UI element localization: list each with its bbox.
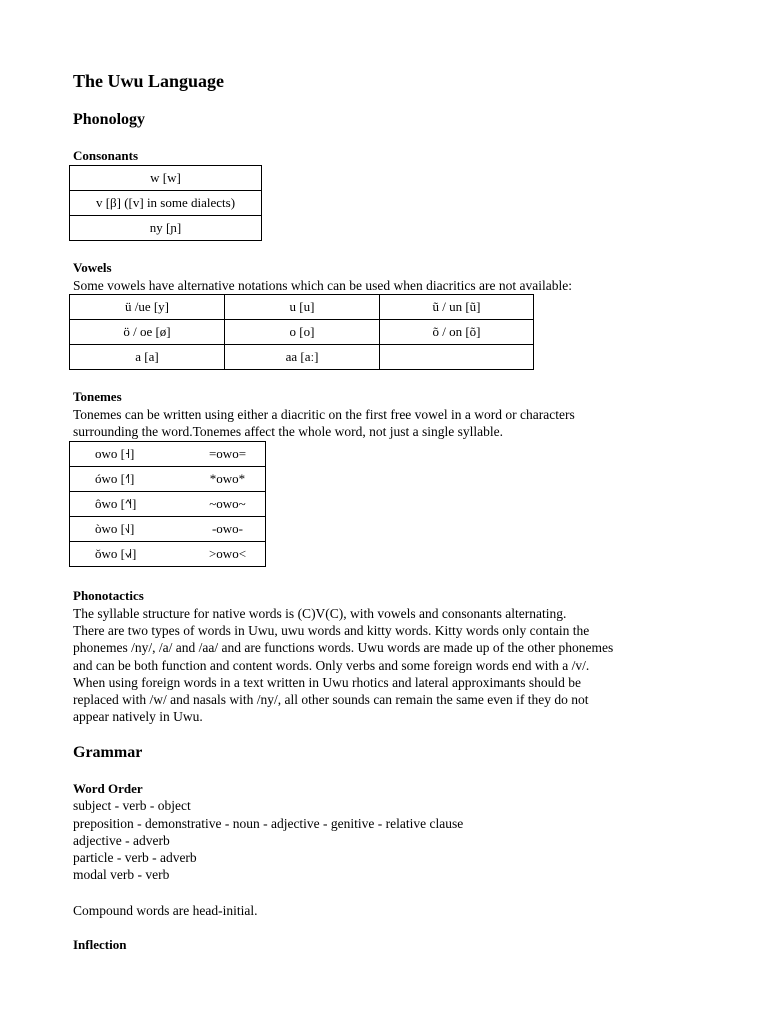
- table-cell: ü /ue [y]: [70, 295, 225, 320]
- toneme-characters: >owo<: [190, 542, 266, 567]
- phonotactics-line-3: phonemes /ny/, /a/ and /aa/ and are functions words. Uwu words are made up of the other phonemes: [73, 640, 614, 655]
- table-cell: [380, 345, 534, 370]
- toneme-characters: *owo*: [190, 467, 266, 492]
- tonemes-table: [69, 441, 266, 567]
- toneme-diacritic: owo [˧]: [69, 441, 190, 467]
- table-row: [69, 492, 266, 517]
- table-row: [69, 542, 266, 567]
- phonology-heading: Phonology: [73, 111, 146, 128]
- table-cell: ö / oe [ø]: [70, 320, 225, 345]
- table-cell: u [u]: [225, 295, 380, 320]
- table-cell: v [β] ([v] in some dialects): [70, 191, 262, 216]
- table-row: [70, 191, 262, 216]
- consonants-heading: Consonants: [73, 148, 139, 163]
- phonotactics-line-5: When using foreign words in a text written in Uwu rhotics and lateral approximants should be: [73, 675, 582, 690]
- toneme-diacritic: ówo [˧˥]: [69, 467, 190, 492]
- toneme-diacritic: ôwo [˧˥˧]: [69, 492, 190, 517]
- table-row: [69, 517, 266, 542]
- phonotactics-line-4: and can be both function and content words. Only verbs and some foreign words end with a /v/.: [73, 658, 590, 673]
- document-title: The Uwu Language: [73, 71, 225, 91]
- table-row: [70, 320, 534, 345]
- word-order-line-5: modal verb - verb: [73, 867, 170, 882]
- phonotactics-line-6: replaced with /w/ and nasals with /ny/, all other sounds can remain the same even if they do not: [73, 692, 589, 707]
- phonotactics-line-7: appear natively in Uwu.: [73, 709, 203, 724]
- table-row: [69, 467, 266, 492]
- table-cell: o [o]: [225, 320, 380, 345]
- word-order-heading: Word Order: [73, 781, 143, 796]
- tonemes-intro-line-1: Tonemes can be written using either a diacritic on the first free vowel in a word or characters: [73, 407, 575, 422]
- vowels-table: [69, 294, 534, 370]
- table-row: [70, 295, 534, 320]
- table-cell: aa [aː]: [225, 345, 380, 370]
- table-cell: w [w]: [70, 166, 262, 191]
- toneme-characters: ~owo~: [190, 492, 266, 517]
- inflection-heading: Inflection: [73, 937, 127, 952]
- table-cell: ũ / un [ũ]: [380, 295, 534, 320]
- tonemes-intro-line-2: surrounding the word.Tonemes affect the whole word, not just a single syllable.: [73, 424, 503, 439]
- word-order-line-3: adjective - adverb: [73, 833, 170, 848]
- word-order-line-4: particle - verb - adverb: [73, 850, 197, 865]
- table-row: [70, 166, 262, 191]
- table-cell: õ / on [õ]: [380, 320, 534, 345]
- compound-note: Compound words are head-initial.: [73, 903, 258, 918]
- table-row: [69, 441, 266, 467]
- word-order-line-1: subject - verb - object: [73, 798, 191, 813]
- phonotactics-line-1: The syllable structure for native words is (C)V(C), with vowels and consonants alternating.: [73, 606, 567, 621]
- table-row: [70, 216, 262, 241]
- phonotactics-heading: Phonotactics: [73, 588, 144, 603]
- toneme-characters: -owo-: [190, 517, 266, 542]
- toneme-diacritic: ǒwo [˧˩˧]: [69, 542, 190, 567]
- tonemes-heading: Tonemes: [73, 389, 122, 404]
- table-cell: a [a]: [70, 345, 225, 370]
- grammar-heading: Grammar: [73, 744, 143, 761]
- toneme-characters: =owo=: [190, 441, 266, 467]
- toneme-diacritic: òwo [˧˩]: [69, 517, 190, 542]
- word-order-line-2: preposition - demonstrative - noun - adjective - genitive - relative clause: [73, 816, 464, 831]
- table-cell: ny [ɲ]: [70, 216, 262, 241]
- vowels-intro: Some vowels have alternative notations which can be used when diacritics are not available:: [73, 278, 572, 293]
- table-row: [70, 345, 534, 370]
- vowels-heading: Vowels: [73, 260, 112, 275]
- consonants-table: [69, 165, 262, 241]
- phonotactics-line-2: There are two types of words in Uwu, uwu words and kitty words. Kitty words only contain the: [73, 623, 590, 638]
